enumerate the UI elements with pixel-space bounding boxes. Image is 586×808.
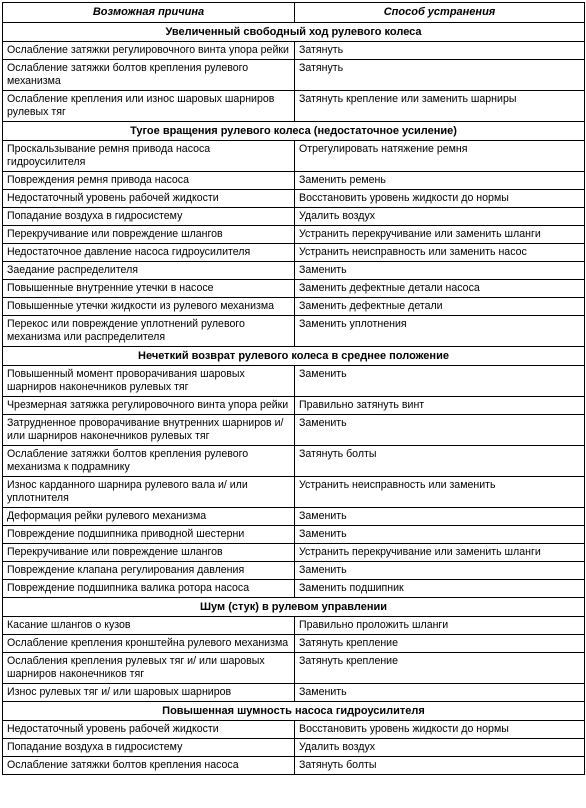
section-title: Повышенная шумность насоса гидроусилителя bbox=[3, 702, 585, 721]
cause-cell: Повышенный момент проворачивания шаровых шарниров наконечников рулевых тяг bbox=[3, 366, 295, 397]
table-row bbox=[3, 446, 585, 477]
remedy-cell: Заменить дефектные детали насоса bbox=[295, 280, 585, 298]
section-row bbox=[3, 122, 585, 141]
cause-cell: Перекручивание или повреждение шлангов bbox=[3, 226, 295, 244]
remedy-cell: Восстановить уровень жидкости до нормы bbox=[295, 190, 585, 208]
remedy-cell: Заменить bbox=[295, 526, 585, 544]
remedy-cell: Правильно проложить шланги bbox=[295, 617, 585, 635]
cause-cell: Повреждение клапана регулирования давления bbox=[3, 562, 295, 580]
table-row bbox=[3, 526, 585, 544]
table-row bbox=[3, 721, 585, 739]
remedy-cell: Заменить уплотнения bbox=[295, 316, 585, 347]
remedy-cell: Затянуть крепление или заменить шарниры bbox=[295, 91, 585, 122]
cause-cell: Повреждения ремня привода насоса bbox=[3, 172, 295, 190]
cause-cell: Проскальзывание ремня привода насоса гидроусилителя bbox=[3, 141, 295, 172]
table-row bbox=[3, 172, 585, 190]
table-row bbox=[3, 635, 585, 653]
table-row bbox=[3, 298, 585, 316]
remedy-cell: Заменить подшипник bbox=[295, 580, 585, 598]
table-row bbox=[3, 208, 585, 226]
table-row bbox=[3, 757, 585, 775]
table-row bbox=[3, 397, 585, 415]
section-row bbox=[3, 702, 585, 721]
table-row bbox=[3, 91, 585, 122]
table-row bbox=[3, 739, 585, 757]
remedy-cell: Восстановить уровень жидкости до нормы bbox=[295, 721, 585, 739]
section-title: Нечеткий возврат рулевого колеса в среднее положение bbox=[3, 347, 585, 366]
cause-cell: Попадание воздуха в гидросистему bbox=[3, 208, 295, 226]
cause-cell: Недостаточный уровень рабочей жидкости bbox=[3, 721, 295, 739]
table-row bbox=[3, 580, 585, 598]
troubleshooting-table-container bbox=[2, 2, 584, 775]
cause-cell: Недостаточное давление насоса гидроусилителя bbox=[3, 244, 295, 262]
table-row bbox=[3, 544, 585, 562]
remedy-cell: Затянуть болты bbox=[295, 757, 585, 775]
remedy-cell: Заменить bbox=[295, 508, 585, 526]
remedy-cell: Затянуть bbox=[295, 42, 585, 60]
cause-cell: Ослабление крепления или износ шаровых шарниров рулевых тяг bbox=[3, 91, 295, 122]
table-row bbox=[3, 684, 585, 702]
section-title: Увеличенный свободный ход рулевого колеса bbox=[3, 23, 585, 42]
section-title: Шум (стук) в рулевом управлении bbox=[3, 598, 585, 617]
remedy-cell: Затянуть bbox=[295, 60, 585, 91]
remedy-cell: Правильно затянуть винт bbox=[295, 397, 585, 415]
cause-cell: Повреждение подшипника валика ротора насоса bbox=[3, 580, 295, 598]
table-row bbox=[3, 508, 585, 526]
remedy-cell: Затянуть крепление bbox=[295, 653, 585, 684]
table-body bbox=[3, 23, 585, 775]
header-remedy: Способ устранения bbox=[295, 3, 585, 23]
cause-cell: Перекручивание или повреждение шлангов bbox=[3, 544, 295, 562]
table-row bbox=[3, 244, 585, 262]
remedy-cell: Заменить bbox=[295, 415, 585, 446]
cause-cell: Ослабление затяжки болтов крепления рулевого механизма к подрамнику bbox=[3, 446, 295, 477]
cause-cell: Чрезмерная затяжка регулировочного винта упора рейки bbox=[3, 397, 295, 415]
remedy-cell: Удалить воздух bbox=[295, 739, 585, 757]
remedy-cell: Заменить bbox=[295, 684, 585, 702]
cause-cell: Ослабление крепления кронштейна рулевого механизма bbox=[3, 635, 295, 653]
section-title: Тугое вращения рулевого колеса (недостаточное усиление) bbox=[3, 122, 585, 141]
troubleshooting-table bbox=[2, 2, 585, 775]
cause-cell: Износ карданного шарнира рулевого вала и/ или уплотнителя bbox=[3, 477, 295, 508]
section-row bbox=[3, 23, 585, 42]
cause-cell: Износ рулевых тяг и/ или шаровых шарниров bbox=[3, 684, 295, 702]
remedy-cell: Устранить перекручивание или заменить шланги bbox=[295, 544, 585, 562]
table-row bbox=[3, 226, 585, 244]
remedy-cell: Устранить перекручивание или заменить шланги bbox=[295, 226, 585, 244]
remedy-cell: Заменить дефектные детали bbox=[295, 298, 585, 316]
remedy-cell: Устранить неисправность или заменить насос bbox=[295, 244, 585, 262]
cause-cell: Повреждение подшипника приводной шестерни bbox=[3, 526, 295, 544]
table-row bbox=[3, 42, 585, 60]
cause-cell: Попадание воздуха в гидросистему bbox=[3, 739, 295, 757]
remedy-cell: Заменить bbox=[295, 262, 585, 280]
cause-cell: Ослабление затяжки болтов крепления рулевого механизма bbox=[3, 60, 295, 91]
cause-cell: Ослабления крепления рулевых тяг и/ или шаровых шарниров наконечников тяг bbox=[3, 653, 295, 684]
remedy-cell: Заменить bbox=[295, 366, 585, 397]
table-row bbox=[3, 316, 585, 347]
cause-cell: Ослабление затяжки болтов крепления насоса bbox=[3, 757, 295, 775]
table-row bbox=[3, 280, 585, 298]
table-row bbox=[3, 141, 585, 172]
cause-cell: Недостаточный уровень рабочей жидкости bbox=[3, 190, 295, 208]
table-row bbox=[3, 262, 585, 280]
cause-cell: Повышенные внутренние утечки в насосе bbox=[3, 280, 295, 298]
remedy-cell: Заменить bbox=[295, 562, 585, 580]
remedy-cell: Затянуть болты bbox=[295, 446, 585, 477]
section-row bbox=[3, 347, 585, 366]
table-row bbox=[3, 477, 585, 508]
cause-cell: Ослабление затяжки регулировочного винта упора рейки bbox=[3, 42, 295, 60]
cause-cell: Перекос или повреждение уплотнений рулевого механизма или распределителя bbox=[3, 316, 295, 347]
table-row bbox=[3, 366, 585, 397]
remedy-cell: Заменить ремень bbox=[295, 172, 585, 190]
section-row bbox=[3, 598, 585, 617]
remedy-cell: Затянуть крепление bbox=[295, 635, 585, 653]
remedy-cell: Отрегулировать натяжение ремня bbox=[295, 141, 585, 172]
table-row bbox=[3, 562, 585, 580]
cause-cell: Заедание распределителя bbox=[3, 262, 295, 280]
header-cause: Возможная причина bbox=[3, 3, 295, 23]
remedy-cell: Устранить неисправность или заменить bbox=[295, 477, 585, 508]
table-row bbox=[3, 653, 585, 684]
cause-cell: Касание шлангов о кузов bbox=[3, 617, 295, 635]
table-row bbox=[3, 415, 585, 446]
table-row bbox=[3, 60, 585, 91]
remedy-cell: Удалить воздух bbox=[295, 208, 585, 226]
table-header-row bbox=[3, 3, 585, 23]
table-row bbox=[3, 617, 585, 635]
cause-cell: Деформация рейки рулевого механизма bbox=[3, 508, 295, 526]
table-row bbox=[3, 190, 585, 208]
cause-cell: Затрудненное проворачивание внутренних шарниров и/ или шарниров наконечников рулевых тяг bbox=[3, 415, 295, 446]
cause-cell: Повышенные утечки жидкости из рулевого механизма bbox=[3, 298, 295, 316]
